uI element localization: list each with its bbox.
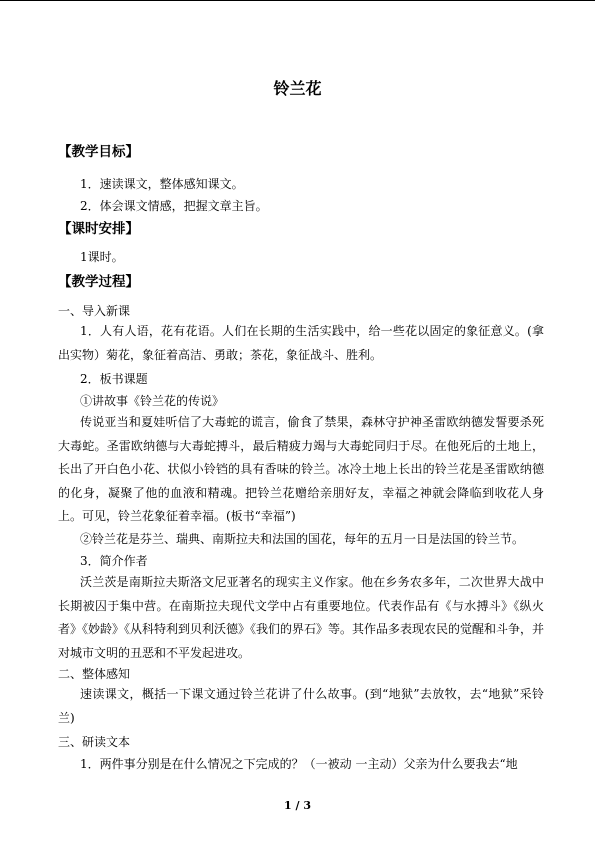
process-part1-heading: 一、导入新课 bbox=[58, 304, 131, 318]
author-paragraph: 沃兰茨是南斯拉夫斯洛文尼亚著名的现实主义作家。他在乡务农多年，二次世界大战中长期被囚于集中营。在南斯拉夫现代文学中占有重要地位。代表作品有《与水搏斗》《纵火者》《妙龄》《从科特利到贝利沃德》《我们的界石》等。其作品多表现农民的觉醒和斗争，并对城市文明的丑恶和不平发起进攻。 bbox=[58, 575, 545, 660]
story-paragraph: 传说亚当和夏娃听信了大毒蛇的谎言，偷食了禁果，森林守护神圣雷欧纳德发誓要杀死大毒蛇。圣雷欧纳德与大毒蛇搏斗，最后精疲力竭与大毒蛇同归于尽。在他死后的土地上，长出了开白色小花、状似小铃铛的具有香味的铃兰。冰冷土地上长出的铃兰花是圣雷欧纳德的化身，凝聚了他的血液和精魂。把铃兰花赠给亲朋好友，幸福之神就会降临到收花人身上。可见，铃兰花象征着幸福。(板书“幸福”) bbox=[58, 415, 544, 524]
story-item-heading: ①讲故事《铃兰花的传说》 bbox=[80, 394, 225, 408]
section-heading-schedule: 【课时安排】 bbox=[58, 221, 139, 237]
page-title: 铃兰花 bbox=[273, 79, 322, 98]
process-part2-heading: 二、整体感知 bbox=[58, 667, 131, 681]
overview-paragraph: 速读课文，概括一下课文通过铃兰花讲了什么故事。(到“地狱”去放牧，去“地狱”采铃兰) bbox=[58, 687, 544, 725]
intro-paragraph: 1．人有人语，花有花语。人们在长期的生活实践中，给一些花以固定的象征意义。(拿出实物）菊花，象征着高洁、勇敢；茶花，象征战斗、胜利。 bbox=[58, 324, 544, 362]
national-flower-item: ②铃兰花是芬兰、瑞典、南斯拉夫和法国的国花，每年的五月一日是法国的铃兰节。 bbox=[80, 532, 525, 546]
section-heading-goals: 【教学目标】 bbox=[58, 144, 139, 160]
question-1: 1．两件事分别是在什么情况之下完成的？（一被动 一主动）父亲为什么要我去“地 bbox=[80, 757, 518, 771]
section-heading-process: 【教学过程】 bbox=[58, 274, 139, 290]
board-title-item: 2．板书课题 bbox=[80, 372, 148, 386]
page-number: 1 / 3 bbox=[284, 799, 311, 812]
goal-item-1: 1．速读课文，整体感知课文。 bbox=[80, 177, 244, 191]
goal-item-2: 2．体会课文情感，把握文章主旨。 bbox=[80, 199, 268, 213]
schedule-text: 1课时。 bbox=[80, 250, 124, 264]
header-rule bbox=[0, 0, 595, 1]
author-intro-item: 3．简介作者 bbox=[80, 554, 148, 568]
process-part3-heading: 三、研读文本 bbox=[58, 735, 131, 749]
